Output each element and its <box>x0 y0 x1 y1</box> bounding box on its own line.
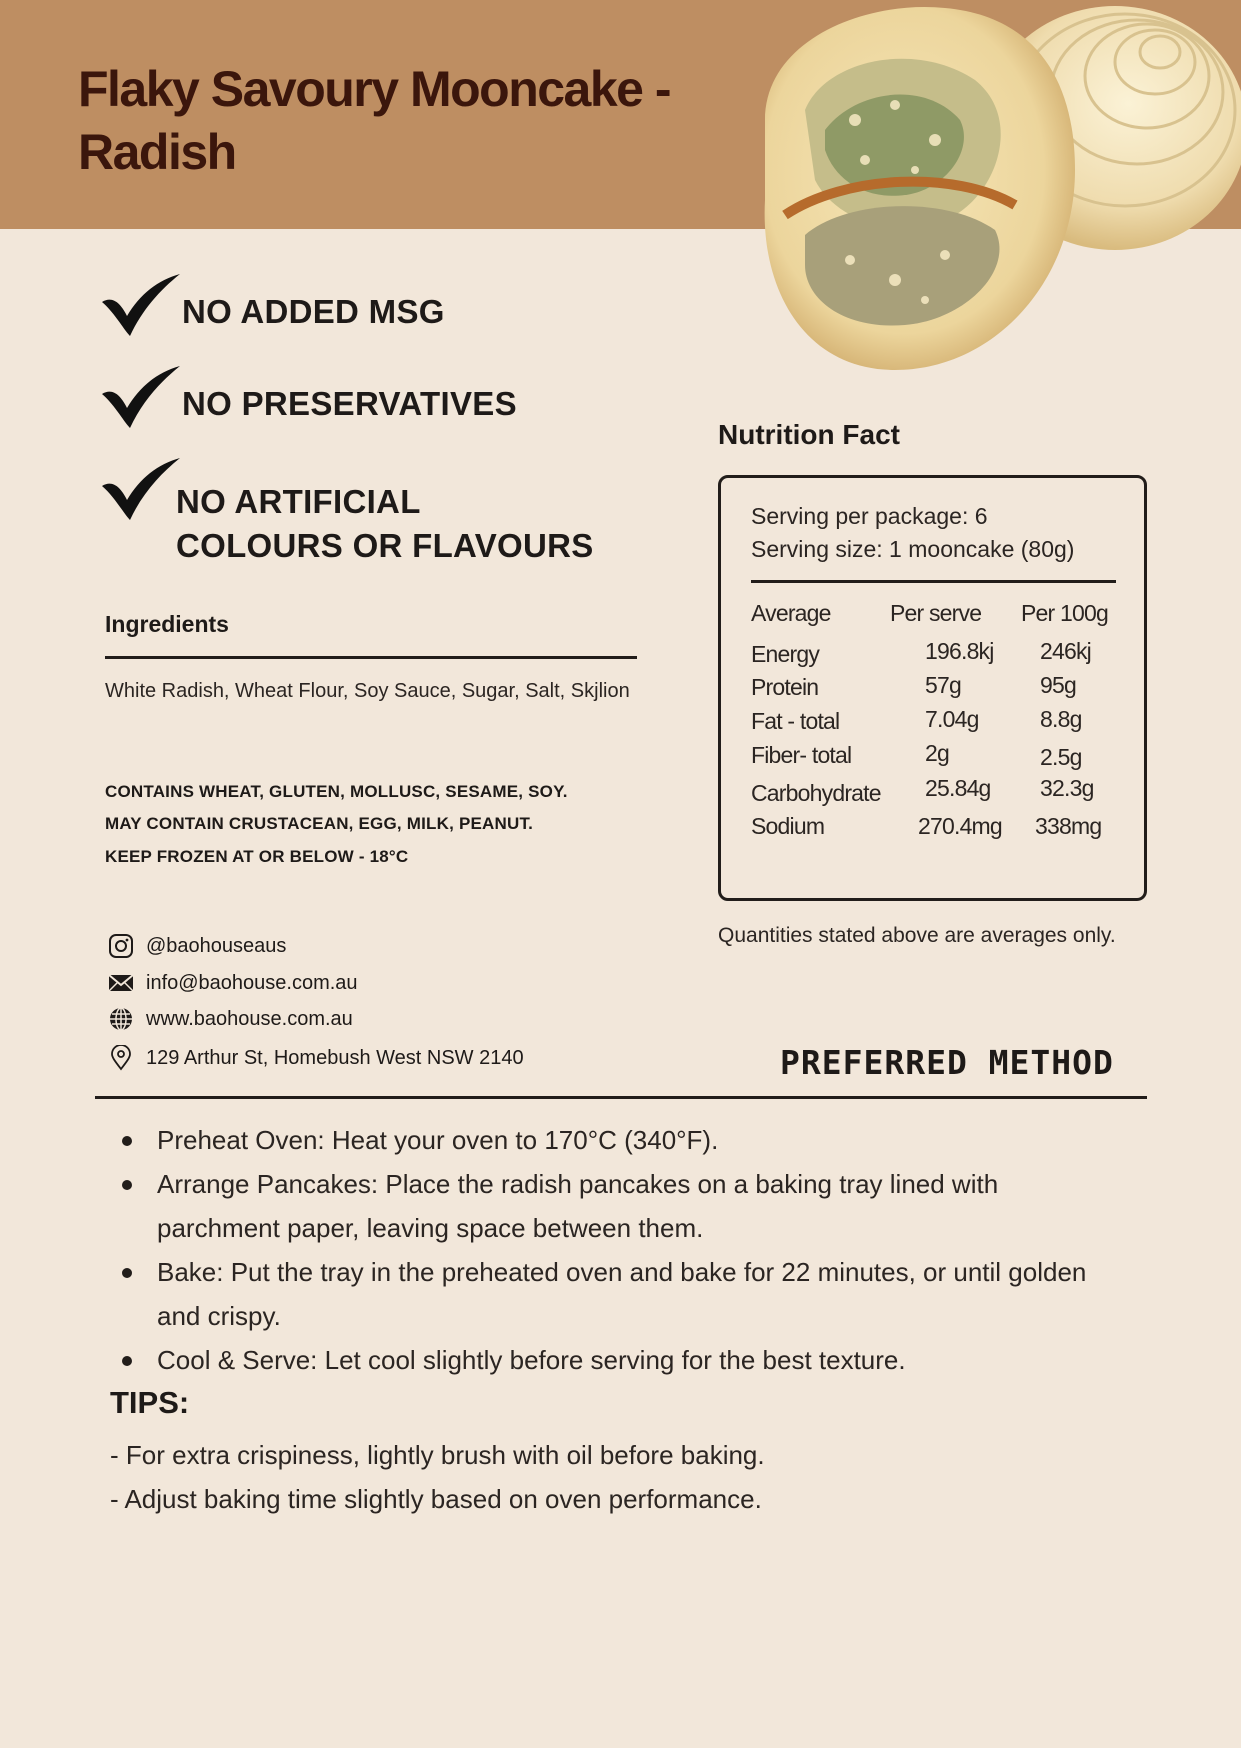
claim-no-preservatives <box>100 364 517 430</box>
ingredients-divider <box>105 656 637 659</box>
nutrient-energy: Energy <box>751 641 820 667</box>
carbohydrate-per-serve: 25.84g <box>925 775 991 801</box>
nutrition-footnote: Quantities stated above are averages only. <box>718 924 1116 947</box>
allergen-contains: CONTAINS WHEAT, GLUTEN, MOLLUSC, SESAME, SOY. <box>105 782 568 801</box>
column-header-per-100g: Per 100g <box>1021 600 1108 626</box>
checkmark-icon <box>100 456 182 522</box>
method-steps <box>110 1118 1110 1382</box>
serving-size: Serving size: 1 mooncake (80g) <box>751 536 1075 562</box>
carbohydrate-per-100g: 32.3g <box>1040 775 1094 801</box>
column-header-average: Average <box>751 600 831 626</box>
claim-no-msg <box>100 272 445 338</box>
mooncake-photo <box>745 0 1241 380</box>
website-url: www.baohouse.com.au <box>146 1007 353 1030</box>
page-title: Flaky Savoury Mooncake - Radish <box>78 61 671 180</box>
nutrient-carbohydrate: Carbohydrate <box>751 780 881 806</box>
nutrition-divider <box>751 580 1116 583</box>
tips-heading: TIPS: <box>110 1385 190 1420</box>
nutrition-heading: Nutrition Fact <box>718 419 900 450</box>
fiber-per-serve: 2g <box>925 740 949 766</box>
ingredients-heading: Ingredients <box>105 611 229 637</box>
tip-item: - For extra crispiness, lightly brush with oil before baking. <box>110 1440 765 1470</box>
claim-text: NO ARTIFICIAL COLOURS OR FLAVOURS <box>176 483 594 564</box>
method-divider <box>95 1096 1147 1099</box>
list-item: Cool & Serve: Let cool slightly before serving for the best texture. <box>110 1338 1110 1382</box>
claim-text: NO PRESERVATIVES <box>182 385 517 422</box>
allergen-may-contain: MAY CONTAIN CRUSTACEAN, EGG, MILK, PEANUT. <box>105 814 534 833</box>
list-item: Arrange Pancakes: Place the radish pancakes on a baking tray lined with parchment paper, leaving space between them. <box>110 1162 1110 1250</box>
nutrient-protein: Protein <box>751 674 819 700</box>
storage-instruction: KEEP FROZEN AT OR BELOW - 18°C <box>105 847 409 866</box>
claim-no-artificial <box>100 456 596 568</box>
instagram-handle: @baohouseaus <box>146 934 287 957</box>
sodium-per-serve: 270.4mg <box>918 813 1002 839</box>
contact-website[interactable] <box>108 1006 353 1032</box>
fat-per-serve: 7.04g <box>925 706 979 732</box>
contact-instagram[interactable] <box>108 933 286 959</box>
instagram-icon <box>108 933 134 959</box>
protein-per-100g: 95g <box>1040 672 1076 698</box>
street-address: 129 Arthur St, Homebush West NSW 2140 <box>146 1046 524 1069</box>
nutrient-sodium: Sodium <box>751 813 825 839</box>
claim-text: NO ADDED MSG <box>182 293 445 330</box>
ingredients-list: White Radish, Wheat Flour, Soy Sauce, Sugar, Salt, Skjlion <box>105 680 630 702</box>
serving-per-package: Serving per package: 6 <box>751 503 988 529</box>
column-header-per-serve: Per serve <box>890 600 982 626</box>
fat-per-100g: 8.8g <box>1040 706 1082 732</box>
globe-icon <box>108 1006 134 1032</box>
checkmark-icon <box>100 272 182 338</box>
tip-item: - Adjust baking time slightly based on oven performance. <box>110 1484 762 1514</box>
nutrient-fat: Fat - total <box>751 708 840 734</box>
contact-address <box>108 1045 524 1071</box>
sodium-per-100g: 338mg <box>1035 813 1102 839</box>
nutrient-fiber: Fiber- total <box>751 742 852 768</box>
location-pin-icon <box>108 1045 134 1071</box>
envelope-icon <box>108 970 134 996</box>
method-heading: PREFERRED METHOD <box>780 1043 1114 1082</box>
list-item: Preheat Oven: Heat your oven to 170°C (340°F). <box>110 1118 1110 1162</box>
contact-email[interactable] <box>108 970 358 996</box>
fiber-per-100g: 2.5g <box>1040 744 1082 770</box>
energy-per-serve: 196.8kj <box>925 638 994 664</box>
protein-per-serve: 57g <box>925 672 961 698</box>
list-item: Bake: Put the tray in the preheated oven and bake for 22 minutes, or until golden and crispy. <box>110 1250 1110 1338</box>
checkmark-icon <box>100 364 182 430</box>
energy-per-100g: 246kj <box>1040 638 1091 664</box>
email-address: info@baohouse.com.au <box>146 971 358 994</box>
